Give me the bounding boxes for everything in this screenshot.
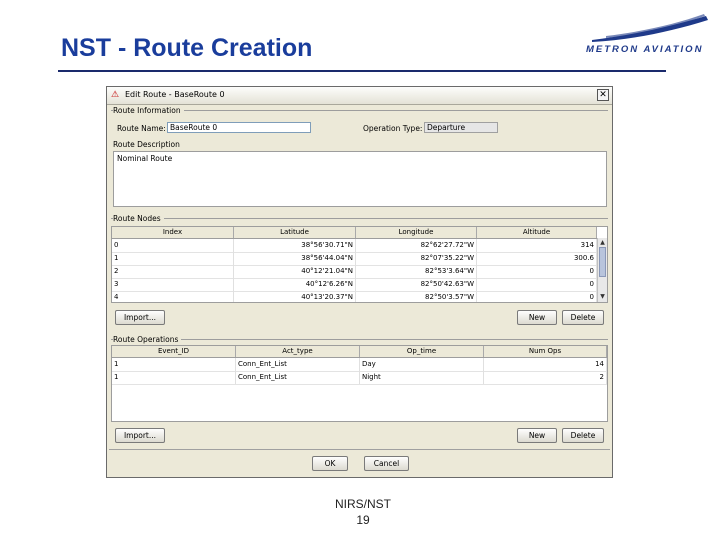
table-cell: 82°07'35.22"W xyxy=(356,252,477,265)
edit-route-window xyxy=(106,86,613,478)
table-cell: 2 xyxy=(484,371,607,384)
company-logo xyxy=(586,14,710,58)
scroll-up-icon[interactable]: ▲ xyxy=(600,239,605,246)
page-number: 19 xyxy=(356,513,370,527)
route-operations-table xyxy=(111,345,608,422)
table-cell: 0 xyxy=(477,265,597,278)
table-cell: 1 xyxy=(112,252,234,265)
title-divider xyxy=(58,70,666,72)
new-operation-button[interactable]: New xyxy=(517,428,557,443)
table-cell: 0 xyxy=(477,291,597,303)
table-row[interactable] xyxy=(112,371,608,385)
cancel-button[interactable]: Cancel xyxy=(364,456,409,471)
import-operations-button[interactable]: Import... xyxy=(115,428,165,443)
window-title: Edit Route - BaseRoute 0 xyxy=(125,90,225,99)
slide-title: NST - Route Creation xyxy=(61,34,313,62)
operation-type-field: Departure xyxy=(424,122,498,133)
table-cell: 4 xyxy=(112,291,234,303)
table-cell: 314 xyxy=(477,239,597,252)
table-cell: 3 xyxy=(112,278,234,291)
import-nodes-button[interactable]: Import... xyxy=(115,310,165,325)
column-header[interactable]: Event_ID xyxy=(112,346,236,357)
new-node-button[interactable]: New xyxy=(517,310,557,325)
table-cell: 1 xyxy=(112,358,236,371)
table-row[interactable] xyxy=(112,239,597,253)
window-titlebar[interactable] xyxy=(107,87,612,105)
delete-operation-button[interactable]: Delete xyxy=(562,428,604,443)
table-cell: Conn_Ent_List xyxy=(236,358,360,371)
table-row[interactable] xyxy=(112,278,597,292)
route-information-group xyxy=(111,110,608,111)
scrollbar-thumb[interactable] xyxy=(599,247,606,277)
route-information-label: Route Information xyxy=(113,106,184,115)
logo-swoosh-icon xyxy=(586,14,710,44)
dialog-divider xyxy=(109,449,610,450)
table-cell: Night xyxy=(360,371,484,384)
route-name-label: Route Name: xyxy=(117,124,166,133)
column-header[interactable]: Longitude xyxy=(356,227,477,238)
route-description-textarea[interactable]: Nominal Route xyxy=(113,151,607,207)
table-cell: 38°56'44.04"N xyxy=(234,252,356,265)
table-cell: 40°13'20.37"N xyxy=(234,291,356,303)
route-nodes-scrollbar[interactable] xyxy=(597,238,607,302)
route-operations-group xyxy=(111,339,608,340)
table-row[interactable] xyxy=(112,265,597,279)
column-header[interactable]: Altitude xyxy=(477,227,597,238)
column-header[interactable]: Latitude xyxy=(234,227,356,238)
column-header[interactable]: Index xyxy=(112,227,234,238)
route-operations-header xyxy=(112,346,608,358)
table-row[interactable] xyxy=(112,358,608,372)
table-cell: 0 xyxy=(477,278,597,291)
app-icon: ⚠ xyxy=(111,90,120,100)
route-nodes-label: Route Nodes xyxy=(113,214,164,223)
table-cell: 82°50'3.57"W xyxy=(356,291,477,303)
table-cell: Day xyxy=(360,358,484,371)
operation-type-label: Operation Type: xyxy=(363,124,423,133)
table-row[interactable] xyxy=(112,252,597,266)
delete-node-button[interactable]: Delete xyxy=(562,310,604,325)
route-name-input[interactable]: BaseRoute 0 xyxy=(167,122,311,133)
table-cell: 82°53'3.64"W xyxy=(356,265,477,278)
column-header[interactable]: Num Ops xyxy=(484,346,607,357)
footer-text: NIRS/NST xyxy=(334,497,391,511)
table-cell: Conn_Ent_List xyxy=(236,371,360,384)
table-cell: 82°50'42.63"W xyxy=(356,278,477,291)
close-icon[interactable]: ✕ xyxy=(597,89,609,101)
table-row[interactable] xyxy=(112,291,597,303)
table-cell: 0 xyxy=(112,239,234,252)
slide-footer xyxy=(318,496,408,528)
scroll-down-icon[interactable]: ▼ xyxy=(600,293,605,300)
column-header[interactable]: Op_time xyxy=(360,346,484,357)
route-nodes-group xyxy=(111,218,608,219)
logo-text: METRON AVIATION xyxy=(586,44,704,55)
table-cell: 2 xyxy=(112,265,234,278)
table-cell: 14 xyxy=(484,358,607,371)
route-operations-label: Route Operations xyxy=(113,335,181,344)
table-cell: 40°12'6.26"N xyxy=(234,278,356,291)
table-cell: 82°62'27.72"W xyxy=(356,239,477,252)
route-description-label: Route Description xyxy=(113,140,183,149)
ok-button[interactable]: OK xyxy=(312,456,348,471)
table-cell: 40°12'21.04"N xyxy=(234,265,356,278)
table-cell: 1 xyxy=(112,371,236,384)
route-nodes-header xyxy=(112,227,597,239)
table-cell: 300.6 xyxy=(477,252,597,265)
table-cell: 38°56'30.71"N xyxy=(234,239,356,252)
column-header[interactable]: Act_type xyxy=(236,346,360,357)
route-nodes-table xyxy=(111,226,608,303)
